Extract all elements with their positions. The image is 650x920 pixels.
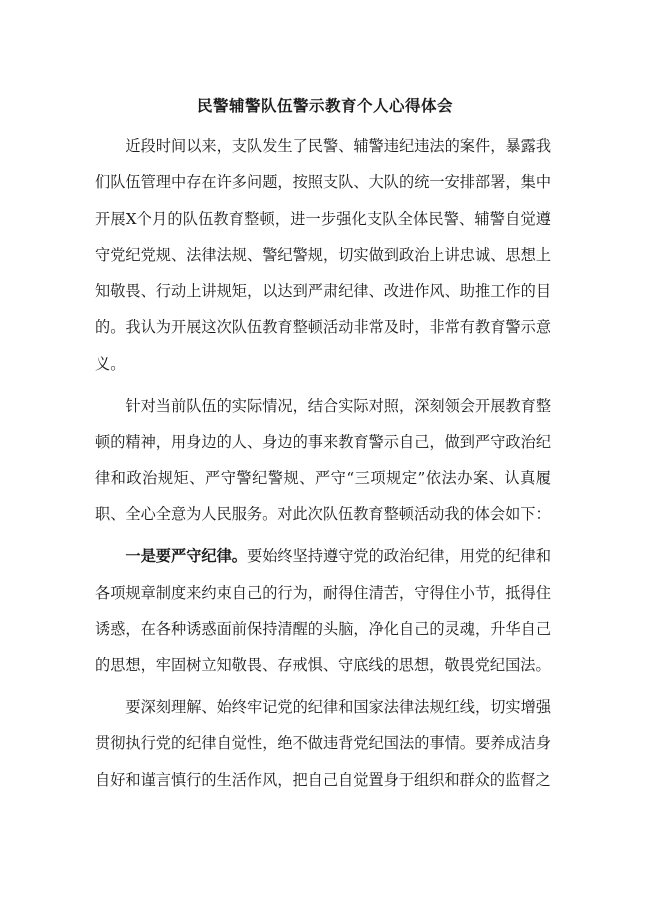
paragraph-text: 近段时间以来，支队发生了民警、辅警违纪违法的案件，暴露我们队伍管理中存在许多问题，按照支队、大队的统一安排部署，集中开展X个月的队伍教育整顿，进一步强化支队全体民警、辅警自觉遵守党纪党规、法律法规、警纪警规，切实做到政治上讲忠诚、思想上知敬畏、行动上讲规矩，以达到严肃纪律、改进作风、助推工作的目的。我认为开展这次队伍教育整顿活动非常及时，非常有教育警示意义。 [95,137,551,373]
paragraph-text: 要始终坚持遵守党的政治纪律，用党的纪律和各项规章制度来约束自己的行为，耐得住清苦，守得住小节，抵得住诱惑，在各种诱惑面前保持清醒的头脑，净化自己的灵魂，升华自己的思想，牢固树立知敬畏、存戒惧、守底线的思想，敬畏党纪国法。 [95,547,552,675]
paragraph-3 [95,538,551,683]
paragraph-lead-heading: 一是要严守纪律。 [125,547,247,566]
document-title: 民警辅警队伍警示教育个人心得体会 [196,97,453,115]
paragraph-text: 要深刻理解、始终牢记党的纪律和国家法律法规红线，切实增强贯彻执行党的纪律自觉性，绝不做违背党纪国法的事情。要养成洁身自好和谨言慎行的生活作风，把自己自觉置身于组织和群众的监督之 [95,697,551,789]
paragraph-4 [95,689,551,798]
document-body [95,128,551,803]
paragraph-1 [95,128,551,382]
paragraph-text: 针对当前队伍的实际情况，结合实际对照，深刻领会开展教育整顿的精神，用身边的人、身边的事来教育警示自己，做到严守政治纪律和政治规矩、严守警纪警规、严守“三项规定”依法办案、认真履职、全心全意为人民服务。对此次队伍教育整顿活动我的体会如下： [95,396,551,524]
paragraph-2 [95,388,551,533]
